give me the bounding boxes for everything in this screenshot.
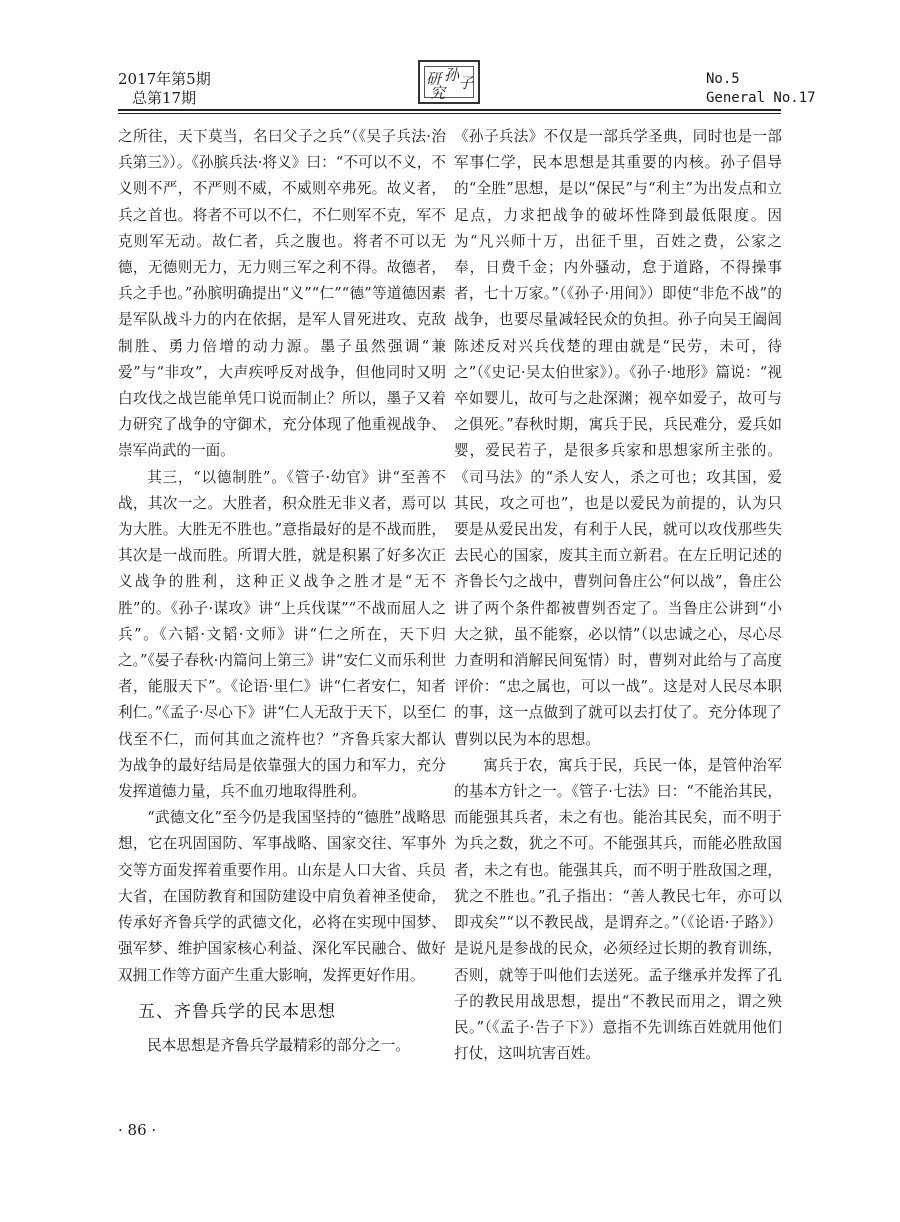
- section-heading: 五、齐鲁兵学的民本思想: [138, 1001, 336, 1022]
- paragraph: 寓兵于农，寓兵于民，兵民一体，是管仲治军的基本方针之一。《管子·七法》曰：“不能治其民，而能强其兵者，未之有也。能治其民矣，而不明于为兵之数，犹之不可。不能强其兵，而能必胜敌国者，未之有也。能强其兵，而不明于胜敌国之理，犹之不胜也。”孔子指出：“善人教民七年，亦可以即戎矣”“以不教民战，是谓弃之。”（《论语·子路》）是说凡是参战的民众，必须经过长期的教育训练，否则，就等于叫他们去送死。孟子继承并发挥了孔子的教民用战思想，提出“不教民而用之，谓之殃民。”（《孟子·告子下》）意指不先训练百姓就用他们打仗，这叫坑害百姓。: [454, 756, 782, 1063]
- journal-issue-info: [118, 70, 211, 108]
- page-number: · 86 ·: [118, 1121, 157, 1139]
- issue-number-en: No.5: [706, 71, 740, 87]
- logo-char-1: 孙: [444, 66, 460, 84]
- right-text-column: [454, 124, 782, 1067]
- issue-year-number: 2017年第5期: [118, 70, 211, 88]
- journal-issue-info-en: [706, 70, 816, 108]
- paragraph: 民本思想是齐鲁兵学最精彩的部分之一。: [147, 1036, 410, 1054]
- logo-char-2: 子: [458, 74, 474, 92]
- left-text-column: [118, 124, 446, 1059]
- header-rule-thick: [118, 109, 781, 111]
- general-number-en: General No.17: [706, 90, 816, 106]
- paragraph: 《孙子兵法》不仅是一部兵学圣典，同时也是一部军事仁学，民本思想是其重要的内核。孙子倡导的“全胜”思想，是以“保民”与“利主”为出发点和立足点，力求把战争的破坏性降到最低限度。因为“凡兴师十万，出征千里，百姓之费，公家之奉，日费千金；内外骚动，怠于道路，不得操事者，七十万家。”（《孙子·用间》）即使“非危不战”的战争，也要尽量减轻民众的负担。孙子向吴王阖闾陈述反对兴兵伐楚的理由就是“民劳，未可，待之”（《史记·吴太伯世家》）。《孙子·地形》篇说：“视卒如婴儿，故可与之赴深渊；视卒如爱子，故可与之俱死。”春秋时期，寓兵于民，兵民难分，爱兵如婴，爱民若子，是很多兵家和思想家所主张的。《司马法》的“杀人安人，杀之可也；攻其国，爱其民，攻之可也”，也是以爱民为前提的，认为只要是从爱民出发，有利于人民，就可以攻伐那些失去民心的国家，废其主而立新君。在左丘明记述的齐鲁长勺之战中，曹刿问鲁庄公“何以战”，鲁庄公讲了两个条件都被曹刿否定了。当鲁庄公讲到“小大之狱，虽不能察，必以情”（以忠诚之心，尽心尽力查明和消解民间冤情）时，曹刿对此给与了高度评价：“忠之属也，可以一战”。这是对人民尽本职的事，这一点做到了就可以去打仗了。充分体现了曹刿以民为本的思想。: [454, 128, 782, 748]
- paragraph: 其三，“以德制胜”。《管子·幼官》讲“至善不战，其次一之。大胜者，积众胜无非义者，焉可以为大胜。大胜无不胜也。”意指最好的是不战而胜，其次是一战而胜。所谓大胜，就是积累了好多次正义战争的胜利，这种正义战争之胜才是“无不胜”的。《孙子·谋攻》讲“上兵伐谋”“不战而屈人之兵”。《六韬·文韬·文师》讲“仁之所在，天下归之。”《晏子春秋·内篇问上第三》讲“安仁义而乐利世者，能服天下”。《论语·里仁》讲“仁者安仁，知者利仁。”《孟子·尽心下》讲“仁人无敌于天下，以至仁伐至不仁，而何其血之流杵也？”齐鲁兵家大都认为战争的最好结局是依靠强大的国力和军力，充分发挥道德力量，兵不血刃地取得胜利。: [118, 468, 446, 801]
- issue-total-number: 总第17期: [132, 89, 197, 107]
- header-rule-thin: [118, 113, 781, 114]
- paragraph: “武德文化”至今仍是我国坚持的“德胜”战略思想，它在巩固国防、军事战略、国家交往、军事外交等方面发挥着重要作用。山东是人口大省、兵员大省，在国防教育和国防建设中肩负着神圣使命，传承好齐鲁兵学的武德文化，必将在实现中国梦、强军梦、维护国家核心利益、深化军民融合、做好双拥工作等方面产生重大影响，发挥更好作用。: [118, 809, 446, 984]
- logo-char-3: 研: [426, 70, 442, 88]
- logo-char-4: 究: [430, 84, 446, 102]
- paragraph: 之所往，天下莫当，名曰父子之兵”（《吴子兵法·治兵第三》）。《孙膑兵法·将义》曰：“不可以不义，不义则不严，不严则不威，不威则卒弗死。故义者，兵之首也。将者不可以不仁，不仁则军不克，军不克则军无动。故仁者，兵之腹也。将者不可以无德，无德则无力，无力则三军之利不得。故德者，兵之手也。”孙膑明确提出“义”“仁”“德”等道德因素是军队战斗力的内在依据，是军人冒死进攻、克敌制胜、勇力倍增的动力源。墨子虽然强调“兼爱”与“非攻”，大声疾呼反对战争，但他同时又明白攻伐之战岂能单凭口说而制止？所以，墨子又着力研究了战争的守御术，充分体现了他重视战争、崇军尚武的一面。: [118, 128, 446, 460]
- journal-logo: [418, 60, 480, 104]
